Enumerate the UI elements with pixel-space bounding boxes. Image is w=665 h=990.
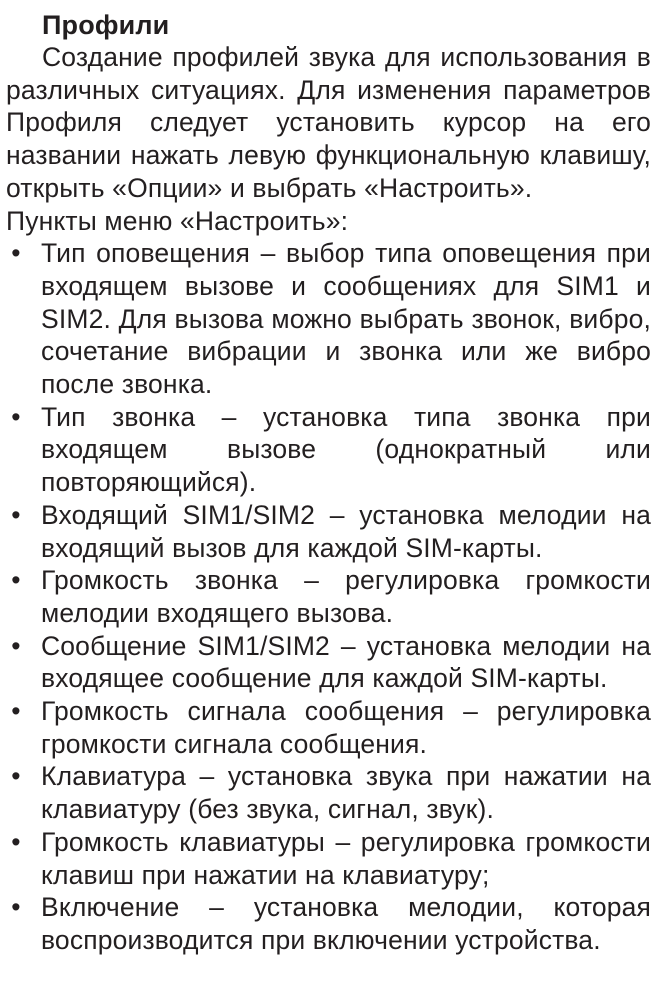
list-item [6,564,651,629]
list-item [6,401,651,499]
settings-list [6,237,651,956]
list-item [6,630,651,695]
list-item-text: Громкость звонка – регулировка громкости мелодии входящего вызова. [41,565,651,628]
list-lead: Пункты меню «Настроить»: [6,205,349,236]
list-item-text: Сообщение SIM1/SIM2 – установка мелодии на входящее сообщение для каждой SIM-карты. [41,630,651,694]
bullet-icon: • [11,565,21,596]
bullet-icon: • [11,826,21,857]
list-item [6,695,651,760]
list-item-text: Включение – установка мелодии, которая воспроизводится при включении устройства. [41,892,651,955]
bullet-icon: • [11,499,21,530]
list-item-text: Входящий SIM1/SIM2 – установка мелодии на входящий вызов для каждой SIM-карты. [41,499,651,563]
list-item [6,891,651,956]
bullet-icon: • [11,761,21,792]
list-item-text: Тип оповещения – выбор типа оповещения при входящем вызове и сообщениях для SIM1 и SIM2. Для вызова можно выбрать звонок, вибро, сочетание вибрации и звонка или же вибро после звонка. [41,238,651,400]
list-item-text: Тип звонка – установка типа звонка при входящем вызове (однократный или повторяющийся). [41,401,651,498]
bullet-icon: • [11,238,21,269]
intro-paragraph: Создание профилей звука для использования в различных ситуациях. Для изменения параметров Профиля следует установить курсор на его названии нажать левую функциональную клавишу, открыть «Опции» и выбрать «Настроить». [6,42,651,203]
list-item [6,760,651,825]
list-item-text: Громкость сигнала сообщения – регулировка громкости сигнала сообщения. [41,696,651,759]
list-item [6,499,651,564]
section-title: Профили [42,10,170,40]
bullet-icon: • [11,892,21,923]
list-item [6,237,651,401]
list-item-text: Клавиатура – установка звука при нажатии на клавиатуру (без звука, сигнал, звук). [41,761,651,825]
list-item-text: Громкость клавиатуры – регулировка громкости клавиш при нажатии на клавиатуру; [41,826,651,890]
bullet-icon: • [11,630,21,661]
list-item [6,826,651,891]
bullet-icon: • [11,696,21,727]
bullet-icon: • [11,401,21,432]
